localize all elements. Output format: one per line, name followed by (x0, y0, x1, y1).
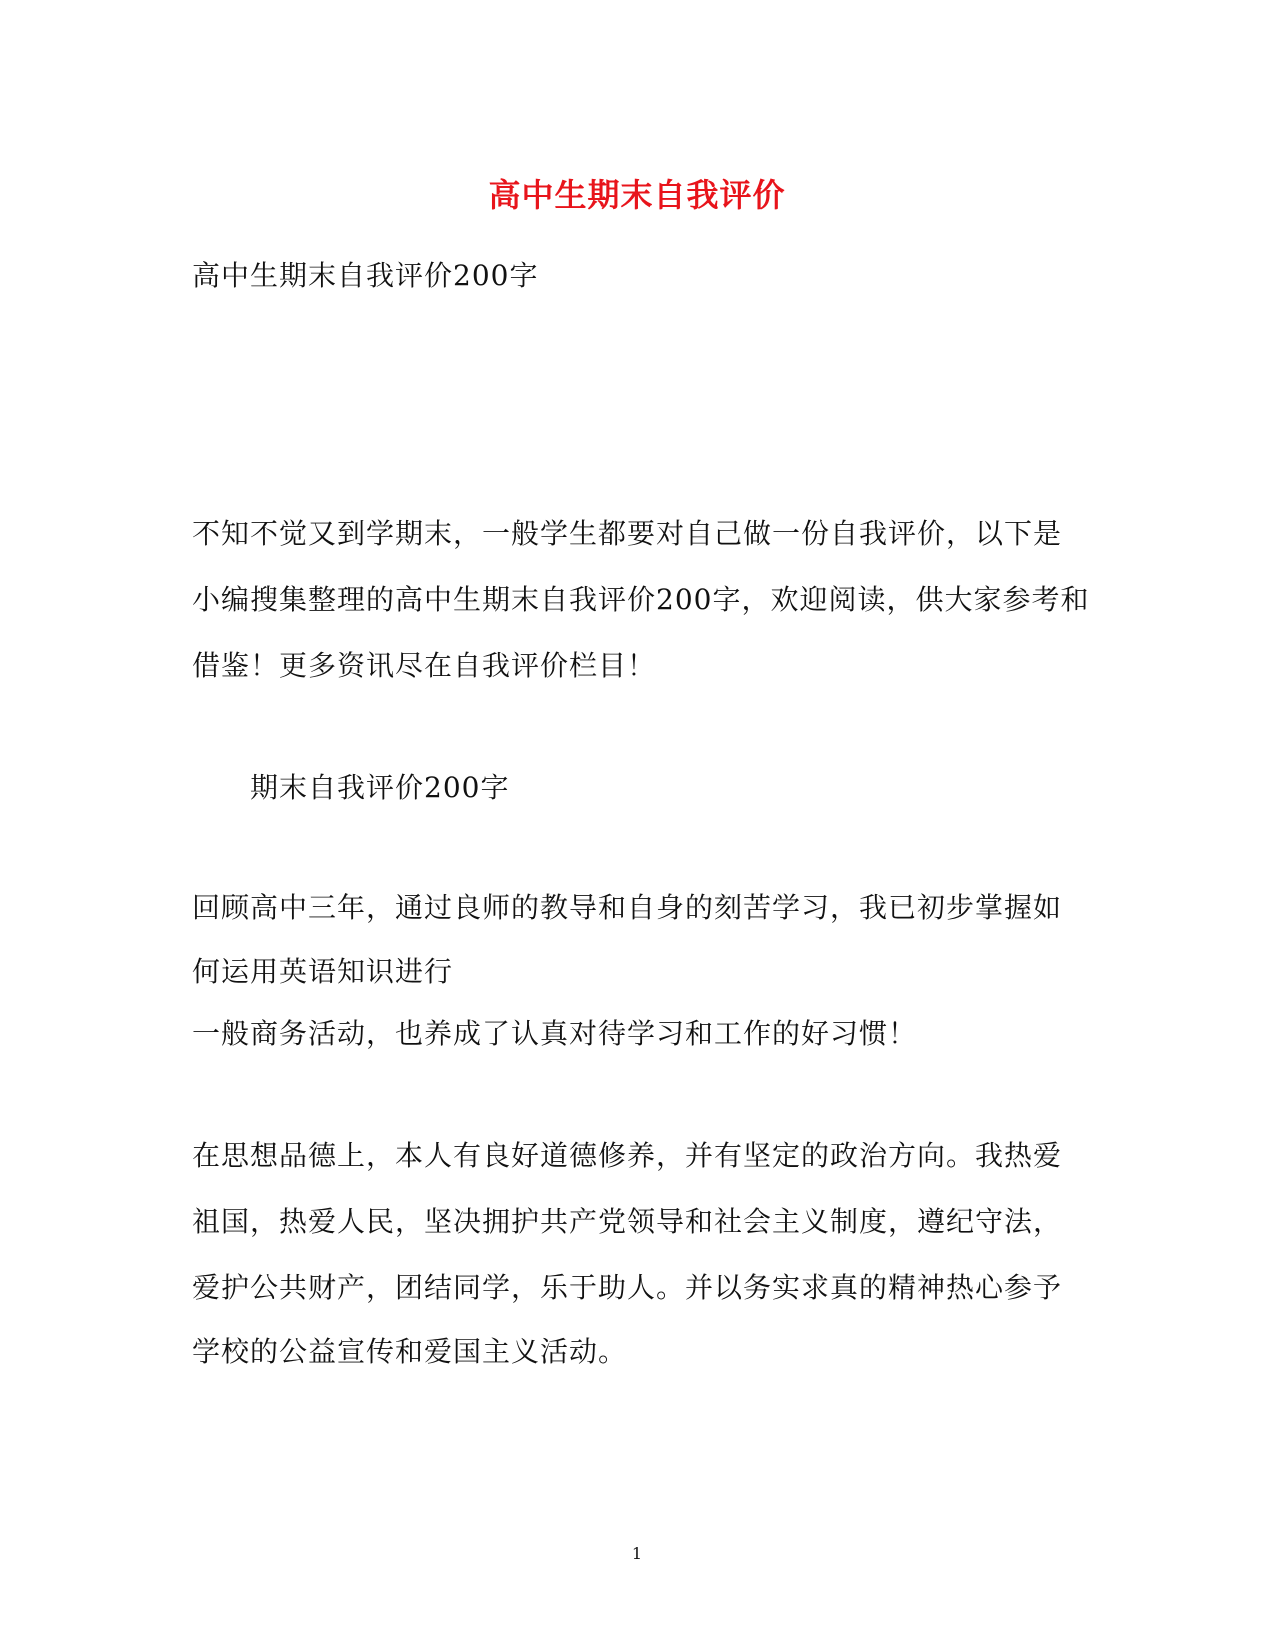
para2-line-2: 祖国，热爱人民，坚决拥护共产党领导和社会主义制度，遵纪守法， (192, 1205, 1063, 1238)
para2-line-1: 在思想品德上，本人有良好道德修养，并有坚定的政治方向。我热爱 (192, 1139, 1063, 1172)
para2-line-4: 学校的公益宣传和爱国主义活动。 (192, 1335, 628, 1368)
intro-line-1: 不知不觉又到学期末，一般学生都要对自己做一份自我评价，以下是 (192, 517, 1063, 550)
intro-line-2: 小编搜集整理的高中生期末自我评价200字，欢迎阅读，供大家参考和 (192, 583, 1090, 616)
intro-line-3: 借鉴！更多资讯尽在自我评价栏目！ (192, 649, 657, 682)
para1-line-3: 一般商务活动，也养成了认真对待学习和工作的好习惯！ (192, 1017, 918, 1050)
section-heading: 期末自我评价200字 (250, 771, 510, 804)
para1-line-2: 何运用英语知识进行 (192, 955, 454, 988)
para1-line-1: 回顾高中三年，通过良师的教导和自身的刻苦学习，我已初步掌握如 (192, 891, 1063, 924)
document-title: 高中生期末自我评价 (488, 176, 786, 214)
para2-line-3: 爱护公共财产，团结同学，乐于助人。并以务实求真的精神热心参予 (192, 1271, 1063, 1304)
page-number: 1 (631, 1544, 643, 1563)
document-subtitle: 高中生期末自我评价200字 (192, 259, 539, 292)
